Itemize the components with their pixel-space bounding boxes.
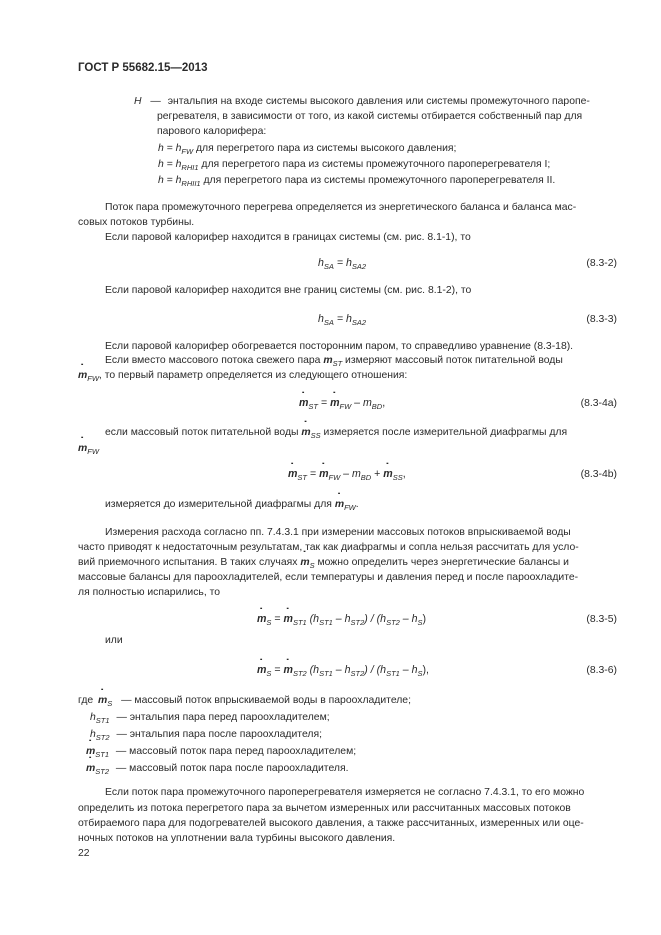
- where-item: ˙ $m_S$ — массовый поток впрыскиваемой воды в пароохладителе;: [98, 693, 411, 708]
- para-within: Если паровой калорифер находится в границах системы (см. рис. 8.1-1), то: [105, 232, 471, 243]
- equation-8-3-6: ˙ $m_S$ = ˙ $m_{ST2}$ $(h_{ST1} - h_{ST2}) / (h_{ST1} - h_S)$,: [257, 663, 429, 678]
- para1-line1: Поток пара промежуточного перегрева определяется из энергетического баланса и баланса мас-: [105, 202, 577, 213]
- para-measure-line2: часто приводят к недостаточным результатам, так как диафрагмы и сопла нельзя рассчитать для усло-: [78, 542, 579, 553]
- h-case-2: $h = h_{RHI1}$ для перегретого пара из системы промежуточного пароперегревателя I;: [158, 159, 551, 172]
- para-foreign: Если паровой калорифер обогревается посторонним паром, то справедливо уравнение (8.3-18).: [105, 341, 574, 352]
- para-outside: Если паровой калорифер находится вне границ системы (см. рис. 8.1-2), то: [105, 285, 472, 296]
- para-before-diaphragm: измеряется до измерительной диафрагмы для ˙ $m_{FW}$.: [105, 497, 359, 512]
- equation-8-3-3: $h_{SA} = h_{SA2}$: [318, 313, 367, 327]
- para1-line2: совых потоков турбины.: [78, 217, 195, 228]
- para-measure-line4: массовые балансы для пароохладителей, если температуры и давления перед и после пароохладите-: [78, 572, 579, 583]
- para-instead-line1: Если вместо массового потока свежего пара ˙ $m_{ST}$ измеряют массовый поток питательной воды: [105, 353, 563, 368]
- para-instead-line2: ˙ $m_{FW}$, то первый параметр определяется из следующего отношения:: [78, 368, 407, 383]
- equation-8-3-5: ˙ $m_S$ = ˙ $m_{ST1}$ $(h_{ST1} - h_{ST2}) / (h_{ST2} - h_S)$: [257, 612, 426, 627]
- equation-8-3-4b: ˙ $m_{ST}$ = ˙ $m_{FW} - m_{BD}$ + ˙ $m_{SS}$,: [288, 467, 406, 482]
- document-header: ГОСТ Р 55682.15—2013: [78, 62, 208, 74]
- or-word: или: [105, 635, 123, 646]
- para-measure-line5: ля полностью испарились, то: [78, 587, 221, 598]
- equation-number: (8.3-4a): [580, 398, 617, 409]
- def-h-line1: H — энтальпия на входе системы высокого давления или системы промежуточного паропе-: [134, 96, 590, 107]
- def-h-line3: парового калорифера:: [157, 126, 267, 137]
- para-after-diaphragm-line2: ˙ $m_{FW}$: [78, 441, 99, 456]
- para-last-line2: определить из потока перегретого пара за вычетом измеренных или рассчитанных массовых потоков: [78, 803, 571, 814]
- where-item: $h_{ST2}$ — энтальпия пара после пароохладителя;: [90, 729, 322, 742]
- equation-number: (8.3-3): [586, 314, 617, 325]
- h-case-1: $h = h_{FW}$ для перегретого пара из системы высокого давления;: [158, 143, 457, 156]
- where-item: $h_{ST1}$ — энтальпия пара перед пароохладителем;: [90, 712, 330, 725]
- equation-number: (8.3-5): [586, 614, 617, 625]
- equation-8-3-2: $h_{SA} = h_{SA2}$: [318, 257, 367, 271]
- para-last-line4: ночных потоков на уплотнении вала турбины высокого давления.: [78, 833, 396, 844]
- para-after-diaphragm-line1: если массовый поток питательной воды ˙ $m_{SS}$ измеряется после измерительной диафрагмы для: [105, 425, 567, 440]
- where-item: ˙ $m_{ST1}$ — массовый поток пара перед пароохладителем;: [86, 744, 356, 759]
- where-item: ˙ $m_{ST2}$ — массовый поток пара после пароохладителя.: [86, 761, 348, 776]
- para-last-line3: отбираемого пара для подогревателей высокого давления, а также рассчитанных, измеренных или оце-: [78, 818, 584, 829]
- equation-number: (8.3-4b): [580, 469, 617, 480]
- para-measure-line3: вий приемочного испытания. В таких случаях ˙ $m_S$ можно определить через энергетические балансы и: [78, 555, 569, 570]
- para-measure-line1: Измерения расхода согласно пп. 7.4.3.1 при измерении массовых потоков впрыскиваемой воды: [105, 527, 571, 538]
- para-last-line1: Если поток пара промежуточного пароперегревателя измеряется не согласно 7.4.3.1, то его можно: [105, 787, 585, 798]
- equation-8-3-4a: ˙ $m_{ST}$ = ˙ $m_{FW} - m_{BD}$,: [299, 396, 385, 411]
- where-word: где: [78, 695, 94, 706]
- equation-number: (8.3-6): [586, 665, 617, 676]
- def-h-line2: регревателя, в зависимости от того, из какой системы отбирается собственный пар для: [157, 111, 583, 122]
- h-case-3: $h = h_{RHII1}$ для перегретого пара из системы промежуточного пароперегревателя II.: [158, 175, 556, 188]
- page-number: 22: [78, 848, 90, 859]
- equation-number: (8.3-2): [586, 258, 617, 269]
